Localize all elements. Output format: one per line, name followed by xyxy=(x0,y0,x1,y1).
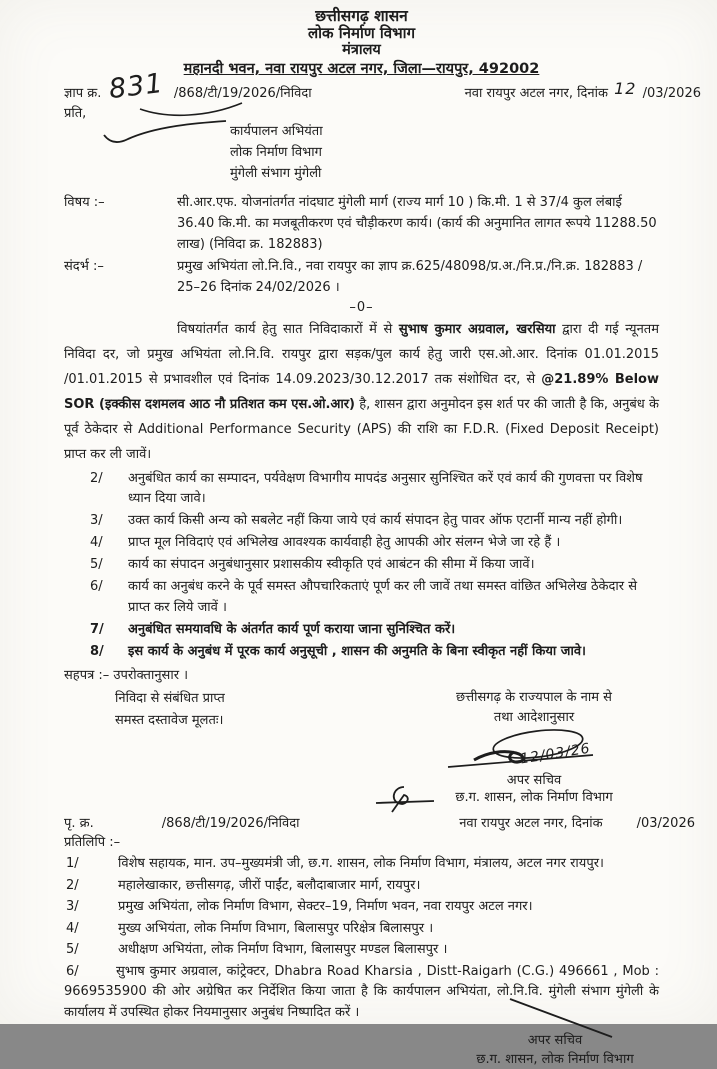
footer-signatory-title: अपर सचिव xyxy=(527,1033,583,1048)
condition-item xyxy=(90,555,659,576)
condition-number: 8/ xyxy=(90,643,104,659)
signatory-dept: छ.ग. शासन, लोक निर्माण विभाग xyxy=(378,789,690,807)
copy-number: 6/ xyxy=(66,963,79,979)
memo-number-rest: /868/टी/19/2026/निविदा xyxy=(173,86,312,101)
place-date-prefix: नवा रायपुर अटल नगर, दिनांक xyxy=(464,86,608,101)
copy-number: 5/ xyxy=(66,942,79,957)
copy-text: विशेष सहायक, मान. उप–मुख्यमंत्री जी, छ.ग. शासन, लोक निर्माण विभाग, मंत्रालय, अटल नगर रायपुर। xyxy=(118,856,604,871)
to-label: प्रति, xyxy=(64,106,87,121)
condition-number: 5/ xyxy=(90,557,103,572)
endorsement-place-date: नवा रायपुर अटल नगर, दिनांक /03/2026 xyxy=(459,816,695,831)
documents-note-line: निविदा से संबंधित प्राप्त xyxy=(115,691,225,706)
copy-item xyxy=(64,919,659,940)
govt-name: छत्तीसगढ़ शासन xyxy=(315,7,408,25)
separator-mark: –0– xyxy=(349,300,374,315)
copy-item xyxy=(64,897,659,918)
condition-item xyxy=(90,511,659,532)
copy-text: मुख्य अभियंता, लोक निर्माण विभाग, बिलासपुर परिक्षेत्र बिलासपुर । xyxy=(118,920,434,936)
footer-signatory-block xyxy=(420,1031,690,1069)
addressee-block xyxy=(230,121,659,184)
condition-number: 4/ xyxy=(90,535,103,550)
signatory-title: अपर सचिव xyxy=(506,773,562,788)
reference-label: संदर्भ :– xyxy=(64,259,104,274)
condition-text: अनुबंधित समयावधि के अंतर्गत कार्य पूर्ण कराया जाना सुनिश्चित करें। xyxy=(128,621,456,637)
place-date xyxy=(464,79,701,101)
addressee-line: लोक निर्माण विभाग xyxy=(230,145,322,160)
condition-text: प्राप्त मूल निविदाएं एवं अभिलेख आवश्यक कार्यवाही हेतु आपकी ओर संलग्न भेजे जा रहे हैं । xyxy=(128,535,561,550)
signatory-block xyxy=(378,688,690,807)
condition-text: इस कार्य के अनुबंध में पूरक कार्य अनुसूची , शासन की अनुमति के बिना स्वीकृत नहीं किया जावे। xyxy=(128,643,586,659)
signature-line-icon xyxy=(506,997,616,1039)
condition-number: 3/ xyxy=(90,513,103,528)
rate-below-sor: @21.89% Below SOR (इक्कीस दशमलव आठ नौ प्रतिशत कम एस.ओ.आर) xyxy=(64,372,659,412)
initial-squiggle-icon xyxy=(374,785,440,813)
endorsement-row xyxy=(64,813,695,831)
ministry-name: मंत्रालय xyxy=(342,42,381,58)
enclosure-label: सहपत्र :– उपरोक्तानुसार । xyxy=(64,668,189,683)
memo-number xyxy=(64,67,312,106)
body-text: द्वारा दी गई न्यूनतम निविदा दर, जो प्रमुख अभियंता लो.नि.वि. रायपुर द्वारा सड़क/पुल कार्य हेतु जारी एस.ओ.आर. दिनांक 01.01.2015 /01.01.2015 से प्रभावशील एवं दिनांक 14.09.2023/30.12.2017 तक संशोधित दर, से xyxy=(64,322,659,387)
checkmark-icon xyxy=(102,119,228,145)
documents-note xyxy=(115,688,225,807)
addressee-line: कार्यपालन अभियंता xyxy=(230,124,323,139)
subject-text: सी.आर.एफ. योजनांतर्गत नांदघाट मुंगेली मार्ग (राज्य मार्ग 10 ) कि.मी. 1 से 37/4 कुल लंबाई 36.40 कि.मी. का मजबूतीकरण एवं चौड़ीकरण कार्य। (कार्य की अनुमानित लागत रूपये 11288.50 लाख) (निविदा क्र. 182883) xyxy=(177,195,657,252)
copy-item xyxy=(64,854,659,875)
reference-text: प्रमुख अभियंता लो.नि.वि., नवा रायपुर का ज्ञाप क्र.625/48098/प्र.अ./नि.प्र./नि.क्र. 182883 / 25–26 दिनांक 24/02/2026 । xyxy=(177,259,643,295)
body-paragraph xyxy=(64,317,659,467)
condition-number: 2/ xyxy=(90,470,103,486)
copy-number: 1/ xyxy=(66,856,79,871)
condition-text: उक्त कार्य किसी अन्य को सबलेट नहीं किया जाये एवं कार्य संपादन हेतु पावर ऑफ एटार्नी मान्य नहीं होगी। xyxy=(128,513,623,528)
office-address: महानदी भवन, नवा रायपुर अटल नगर, जिला—रायपुर, 492002 xyxy=(183,61,540,77)
reference-row xyxy=(64,256,659,298)
copy-item xyxy=(64,940,659,961)
signature-date-handwritten: 12/03/26 xyxy=(519,740,592,768)
condition-item xyxy=(90,642,659,663)
copy-number: 4/ xyxy=(66,920,79,936)
condition-text: कार्य का अनुबंध करने के पूर्व समस्त औपचारिकताएं पूर्ण कर ली जावें तथा समस्त वांछित अभिलेख ठेकेदार से प्राप्त कर लिये जावें । xyxy=(128,579,638,615)
body-text: है, शासन द्वारा अनुमोदन इस शर्त पर की जाती है कि, अनुबंध के पूर्व ठेकेदार से Additional Performance Security (APS) की राशि का F.D.R. (Fixed Deposit Receipt) प्राप्त कर ली जावें। xyxy=(64,397,659,462)
condition-item xyxy=(90,469,659,510)
body-text: विषयांतर्गत कार्य हेतु सात निविदाकारों में से xyxy=(177,322,399,337)
contractor-name: सुभाष कुमार अग्रवाल, खरसिया xyxy=(398,322,556,337)
copy-text: अधीक्षण अभियंता, लोक निर्माण विभाग, बिलासपुर मण्डल बिलासपुर । xyxy=(118,942,448,957)
condition-number: 7/ xyxy=(90,621,104,637)
copy-number: 2/ xyxy=(66,877,79,893)
condition-item xyxy=(90,533,659,554)
footer-signatory-dept: छ.ग. शासन, लोक निर्माण विभाग xyxy=(476,1052,634,1067)
condition-text: कार्य का संपादन अनुबंधानुसार प्रशासकीय स्वीकृति एवं आबंटन की सीमा में किया जावें। xyxy=(128,557,535,572)
documents-note-line: समस्त दस्तावेज मूलतः। xyxy=(115,713,224,728)
endorsement-label: पृ. क्र. xyxy=(64,816,94,831)
memo-number-handwritten: 831 xyxy=(107,67,166,106)
condition-item xyxy=(90,577,659,618)
copy-text: महालेखाकार, छत्तीसगढ़, जीरों पाईंट, बलौदाबाजार मार्ग, रायपुर। xyxy=(118,877,421,893)
enclosure-signatory-row xyxy=(64,688,659,807)
date-day-handwritten: 12 xyxy=(614,79,637,98)
copy-text: प्रमुख अभियंता, लोक निर्माण विभाग, सेक्टर–19, निर्माण भवन, नवा रायपुर अटल नगर। xyxy=(118,899,533,914)
letterhead xyxy=(64,8,659,78)
copy-item xyxy=(64,876,659,897)
memo-number-label: ज्ञाप क्र. xyxy=(64,86,102,101)
copy-number: 3/ xyxy=(66,899,79,914)
on-behalf-line: तथा आदेशानुसार xyxy=(493,710,575,725)
signature-area xyxy=(378,728,690,772)
endorsement-number-rest: /868/टी/19/2026/निविदा xyxy=(161,816,300,831)
on-behalf-line: छत्तीसगढ़ के राज्यपाल के नाम से xyxy=(456,690,612,705)
copies-label: प्रतिलिपि :– xyxy=(64,835,121,850)
subject-label: विषय :– xyxy=(64,195,105,210)
endorsement-number xyxy=(64,813,299,831)
condition-item xyxy=(90,620,659,641)
subject-row xyxy=(64,192,659,255)
department-name: लोक निर्माण विभाग xyxy=(307,24,416,42)
date-rest: /03/2026 xyxy=(642,86,701,101)
addressee-line: मुंगेली संभाग मुंगेली xyxy=(230,166,322,181)
condition-text: अनुबंधित कार्य का सम्पादन, पर्यवेक्षण विभागीय मापदंड अनुसार सुनिश्चित करें एवं कार्य की गुणवत्ता पर विशेष ध्यान दिया जावे। xyxy=(128,470,643,506)
condition-number: 6/ xyxy=(90,579,103,594)
copy-text: सुभाष कुमार अग्रवाल, कांट्रेक्टर, Dhabra Road Kharsia , Distt-Raigarh (C.G.) 496661 , Mob : 9669535900 की ओर अग्रेषित कर निर्देशित किया जाता है कि कार्यपालन अभियंता, लो.नि.वि. मुंगेली संभाग मुंगेली के कार्यालय में उपस्थित होकर नियमानुसार अनुबंध निष्पादित करें । xyxy=(64,963,659,1020)
